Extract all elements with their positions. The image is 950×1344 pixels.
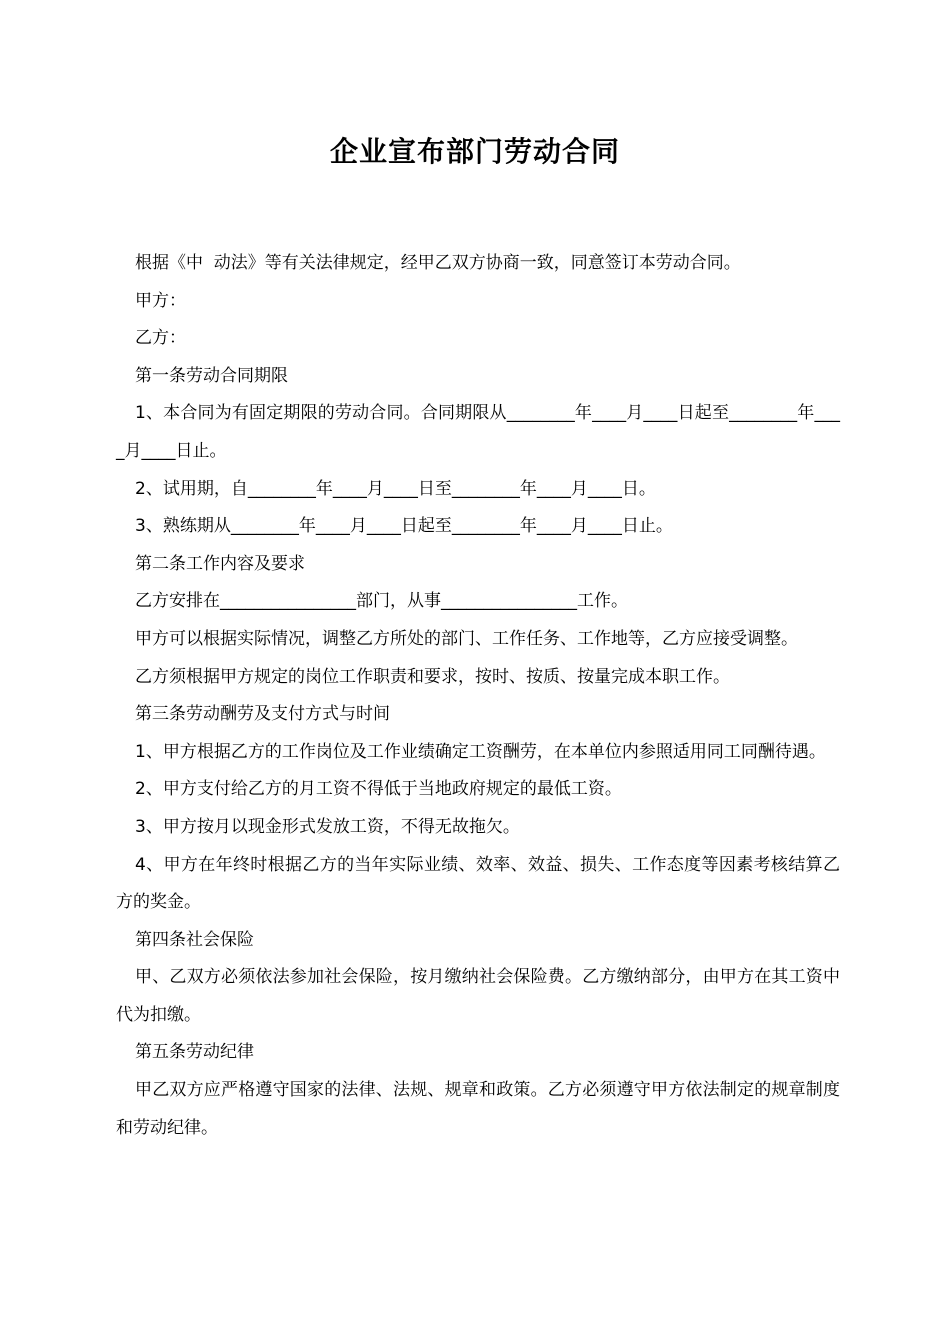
article-1-clause-2: 2、试用期，自________年____月____日至________年____月____日。 [135,478,656,499]
article-2-duties: 乙方须根据甲方规定的岗位工作职责和要求，按时、按质、按量完成本职工作。 [135,666,730,687]
party-a-line: 甲方： [135,290,186,311]
article-5-heading: 第五条劳动纪律 [135,1042,254,1063]
article-5-body: 甲乙双方应严格遵守国家的法律、法规、规章和政策。乙方必须遵守甲方依法制定的规章制度和劳动纪律。 [116,1080,840,1138]
article-2-adjustment: 甲方可以根据实际情况，调整乙方所处的部门、工作任务、工作地等，乙方应接受调整。 [135,628,798,649]
intro-paragraph: 根据《中 动法》等有关法律规定，经甲乙双方协商一致，同意签订本劳动合同。 [135,253,741,273]
article-3-clause-4: 4、甲方在年终时根据乙方的当年实际业绩、效率、效益、损失、工作态度等因素考核结算乙方的奖金。 [116,854,840,913]
article-1-heading: 第一条劳动合同期限 [135,365,288,386]
document-body [116,245,840,1147]
article-4-heading: 第四条社会保险 [135,929,254,950]
article-4-body: 甲、乙双方必须依法参加社会保险，按月缴纳社会保险费。乙方缴纳部分，由甲方在其工资中代为扣缴。 [116,967,840,1025]
article-1-clause-3: 3、熟练期从________年____月____日起至________年____月____日止。 [135,516,673,537]
article-2-heading: 第二条工作内容及要求 [135,553,305,574]
party-b-line: 乙方： [135,328,186,349]
article-2-assignment: 乙方安排在________________部门，从事________________工作。 [135,591,628,612]
article-3-clause-3: 3、甲方按月以现金形式发放工资，不得无故拖欠。 [135,816,520,837]
document-title: 企业宣布部门劳动合同 [329,135,620,168]
article-3-heading: 第三条劳动酬劳及支付方式与时间 [135,704,390,725]
article-3-clause-2: 2、甲方支付给乙方的月工资不得低于当地政府规定的最低工资。 [135,779,622,800]
article-1-clause-1: 1、本合同为有固定期限的劳动合同。合同期限从________年____月____日起至________年____月____日止。 [116,403,840,461]
article-3-clause-1: 1、甲方根据乙方的工作岗位及工作业绩确定工资酬劳，在本单位内参照适用同工同酬待遇。 [135,741,826,762]
